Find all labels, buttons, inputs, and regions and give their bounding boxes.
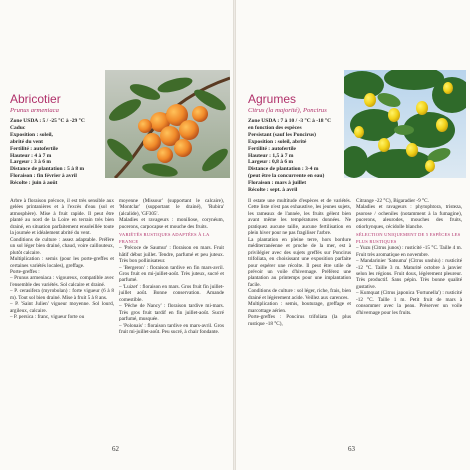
page-title: Agrumes bbox=[248, 92, 297, 106]
paragraph: – Kumquat (Citrus japonica 'Fortunella') : rusticité -12 °C. Taille 1 m. Petit fruit de mars à consommer avec la peau. Préserver un voile d'hivernage pour les fruits. bbox=[356, 290, 462, 316]
fact-line: Exposition : soleil, bbox=[10, 131, 53, 138]
paragraph: – 'Bergeron' : floraison tardive en fin mars-avril. Gros fruit en mi-juillet-août. Très juteux, sucré et parfumé. bbox=[119, 264, 224, 284]
page-title: Abricotier bbox=[10, 92, 61, 106]
fact-line: Persistant (sauf les Poncirus) bbox=[248, 131, 316, 138]
paragraph: Multiplication : semis (pour les porte-greffes et certaines variétés locales), greffage. bbox=[10, 256, 114, 269]
fact-line: Exposition : soleil, abrité bbox=[248, 138, 307, 145]
paragraph: – P. 'Saint Julien' vigueur moyenne. Sol lourd, argileux, calcaire. bbox=[10, 301, 114, 314]
fact-line: abrité du vent bbox=[10, 138, 43, 145]
paragraph: – 'Luizet' : floraison en mars. Gros fruit fin juillet-juillet août. Bonne conservation. Amande comestible. bbox=[119, 283, 224, 303]
paragraph: – P. persica : franc, vigueur forte ou bbox=[10, 314, 85, 321]
paragraph: Porte-greffes : Poncirus trifoliata (la plus rustique -18 °C), bbox=[248, 314, 351, 327]
botanical-name: Prunus armeniaca bbox=[10, 107, 59, 114]
section-heading: VARIÉTÉS RUSTIQUES ADAPTÉES À LA FRANCE bbox=[119, 232, 210, 244]
fact-line: Fertilité : autofertile bbox=[248, 145, 296, 152]
fact-list bbox=[10, 118, 85, 187]
fact-line: Largeur : 3 à 6 m bbox=[10, 159, 51, 166]
paragraph: – Mandarinier 'Satsuma' (Citrus unshiu) : rusticité -12 °C. Taille 3 m. Maturité octobre à janvier selon les régions. Fruit doux, légèrement pleureur. Très productif. Sans pépin. Très bonne qualité gustative. bbox=[356, 258, 462, 290]
botanical-name: Citrus (la majorité), Poncirus bbox=[248, 107, 327, 114]
paragraph: Maladies et ravageurs : phytophtora, tristeza, psorose / ocheniles (notamment à la fumagine), pucerons, aleurodes, mouches des fruits, otiorhynques, cécidolle blanche. bbox=[356, 204, 462, 230]
paragraph: Conditions de culture : sol léger, riche, frais, bien drainé et légèrement acide. Veillez aux carences. bbox=[248, 288, 351, 301]
section-heading: SÉLECTION UNIQUEMENT DE 5 ESPÈCES LES PLUS RUSTIQUES bbox=[356, 232, 461, 244]
paragraph: moyenne (Missour' (supportant le calcaire), 'Montclar' (supportant le drainé), 'Rubira' (alcalide), 'GF305'. bbox=[119, 198, 224, 217]
left-page bbox=[0, 0, 234, 470]
apricot-photo bbox=[105, 70, 230, 178]
right-page bbox=[236, 0, 470, 470]
paragraph: – 'Pêche de Nancy' : floraison tardive mi-mars. Très gros fruit tardif en fin juillet-août. Sucré parfumé, musquée. bbox=[119, 303, 224, 323]
lemon-tree-photo bbox=[344, 70, 466, 178]
paragraph: Porte-greffes : bbox=[10, 268, 40, 275]
page-number: 62 bbox=[112, 445, 119, 453]
fact-line: Floraison : mars à juillet bbox=[248, 180, 307, 187]
page-number: 63 bbox=[348, 445, 355, 453]
paragraph: Conditions de culture : assez adaptable. Préfère un sol léger bien drainé, chaud, voire caillouteux, plutôt calcaire. bbox=[10, 236, 114, 256]
fact-line: Récolte : juin à août bbox=[10, 180, 58, 187]
paragraph: – Prunus armeniaca : vigoureux, compatible avec l'ensemble des variétés. Sol calcaire et drainé. bbox=[10, 275, 114, 288]
paragraph: Citrange -22 °C), Bigaradier -9 °C. bbox=[356, 198, 429, 204]
fact-line: (peut être la concurrente en eau) bbox=[248, 173, 325, 180]
text-column-1 bbox=[10, 198, 114, 321]
paragraph: – Yuzu (Citrus junos) : rusticité -15 °C. Taille 4 m. Fruit très aromatique en novembre. bbox=[356, 245, 462, 258]
paragraph: La plantation en pleine terre, hors bordure méditerranéenne et proche de la mer, est à privilégier avec des sujets greffés sur Poncirus trifoliata, en choisissant une exposition parfaite pour espérer une récolte. Il peut être utile de prévoir un voile d'hivernage. Préférez une plantation au printemps pour une implantation facile. bbox=[248, 236, 351, 288]
fact-line: Caduc bbox=[10, 124, 26, 131]
paragraph: – 'Précoce de Saumur' : floraison en mars. Fruit hâtif début juillet. Tendre, parfumé et peu juteux. Très bon pollinisateur. bbox=[119, 245, 224, 265]
paragraph: Maladies et ravageurs : moniliose, corynéum, pucerons, carpocapse et mouche des fruits. bbox=[119, 217, 224, 230]
paragraph: – P. cerasifera (myrobolan) : forte vigueur (6 à 8 m). Tout sol bien drainé. Mise à fruit 5 à 8 ans. bbox=[10, 288, 114, 301]
fact-line: Zone USDA : 5 / -25 °C à -29 °C bbox=[10, 118, 85, 124]
paragraph: Arbre à floraison précoce, il est très sensible aux gelées printanières et à l'excès d'eau (sol et atmosphère). Mise à fruit rapide. Il peut être planté au nord de la Loire en terrain très bien drainé, en situation parfaitement ensoleillée toute la journée et idéalement abrité du vent. bbox=[10, 198, 114, 237]
fact-line: Fertilité : autofertile bbox=[10, 145, 58, 152]
paragraph: Il estate une multitude d'espèces et de variétés. Cette liste n'est pas exhaustive, les jeunes sujets, les rameaux de l'année, les fruits gèlent bien avant même les températures données. Ne pratiquez aucune taille, aucune fertilisation en plein hiver pour ne pas fragiliser l'arbre. bbox=[248, 198, 351, 237]
paragraph: Multiplication : semis, bouturage, greffage et marcottage aérien. bbox=[248, 301, 351, 314]
text-column-1 bbox=[248, 198, 351, 327]
fact-line: Hauteur : 1,5 à 7 m bbox=[248, 152, 294, 159]
fact-line: Zone USDA : 7 à 10 / -3 °C à -18 °C bbox=[248, 118, 332, 124]
paragraph: – 'Polonais' : floraison tardive en mars-avril. Gros fruit mi-juillet-août. Peu sucré, à chair fondante. bbox=[119, 322, 224, 336]
fact-line: Floraison : fin février à avril bbox=[10, 173, 77, 180]
fact-line: Distance de plantation : 5 à 8 m bbox=[10, 166, 85, 173]
fact-line: Largeur : 0,8 à 6 m bbox=[248, 159, 294, 166]
text-column-2 bbox=[356, 198, 462, 316]
fact-list bbox=[248, 118, 331, 194]
fact-line: en fonction des espèces bbox=[248, 124, 302, 131]
fact-line: Distance de plantation : 3-4 m bbox=[248, 166, 319, 173]
text-column-2 bbox=[119, 198, 224, 336]
fact-line: Récolte : sept. à avril bbox=[248, 187, 298, 194]
fact-line: Hauteur : 4 à 7 m bbox=[10, 152, 52, 159]
